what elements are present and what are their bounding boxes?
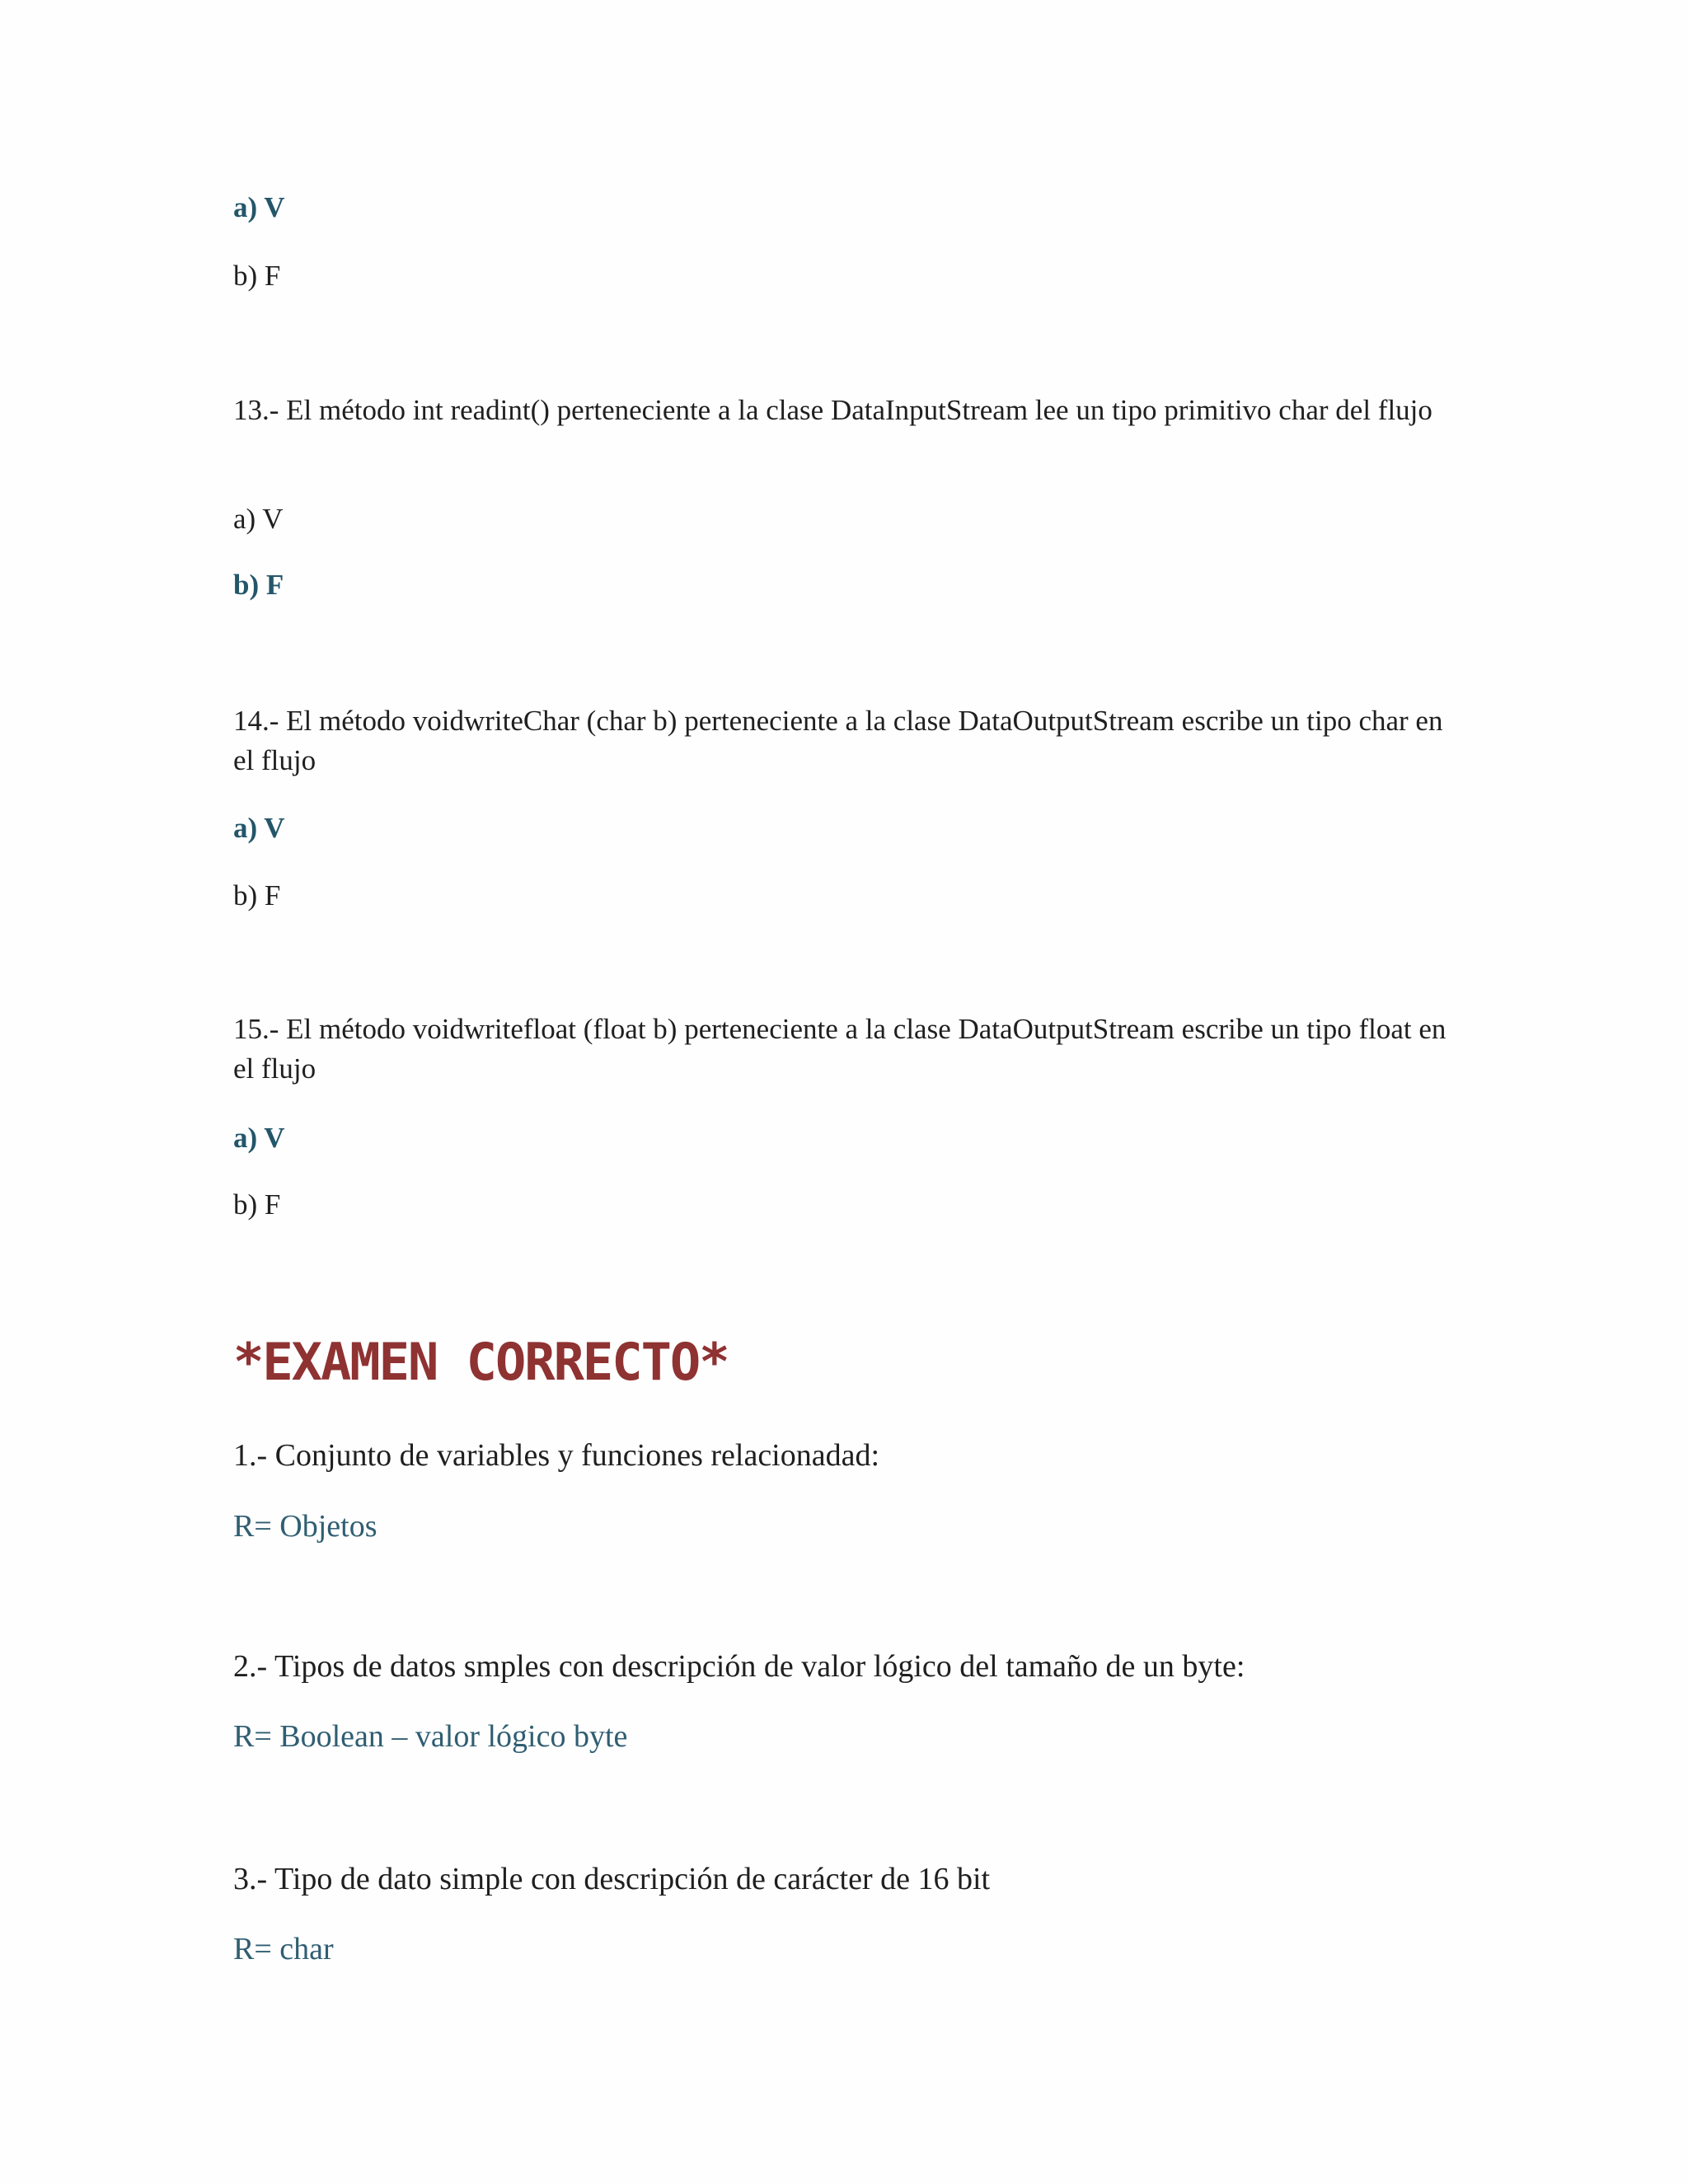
q13-option-a: a) V — [233, 503, 284, 535]
exam-q2-answer: R= Boolean – valor lógico byte — [233, 1719, 628, 1754]
q15-option-b: b) F — [233, 1188, 281, 1221]
q12-option-a: a) V — [233, 191, 285, 223]
q14-option-b: b) F — [233, 879, 281, 912]
exam-q1-text: 1.- Conjunto de variables y funciones relacionadad: — [233, 1438, 880, 1473]
q12-option-b: b) F — [233, 260, 281, 292]
q13-text: 13.- El método int readint() perteneciente a la clase DataInputStream lee un tipo primitivo char del flujo — [233, 394, 1432, 426]
q15-option-a: a) V — [233, 1122, 285, 1154]
q14-text: 14.- El método voidwriteChar (char b) perteneciente a la clase DataOutputStream escribe un tipo char en el flujo — [233, 705, 1443, 776]
exam-q2-text: 2.- Tipos de datos smples con descripción de valor lógico del tamaño de un byte: — [233, 1649, 1245, 1684]
q14-option-a: a) V — [233, 812, 285, 844]
q13-option-b: b) F — [233, 569, 284, 601]
exam-q3-text: 3.- Tipo de dato simple con descripción de carácter de 16 bit — [233, 1862, 991, 1896]
exam-q1-answer: R= Objetos — [233, 1509, 377, 1544]
exam-q3-answer: R= char — [233, 1932, 334, 1966]
q15-text: 15.- El método voidwritefloat (float b) perteneciente a la clase DataOutputStream escribe un tipo float en el flujo — [233, 1013, 1447, 1085]
exam-heading: *EXAMEN CORRECTO* — [233, 1332, 729, 1392]
